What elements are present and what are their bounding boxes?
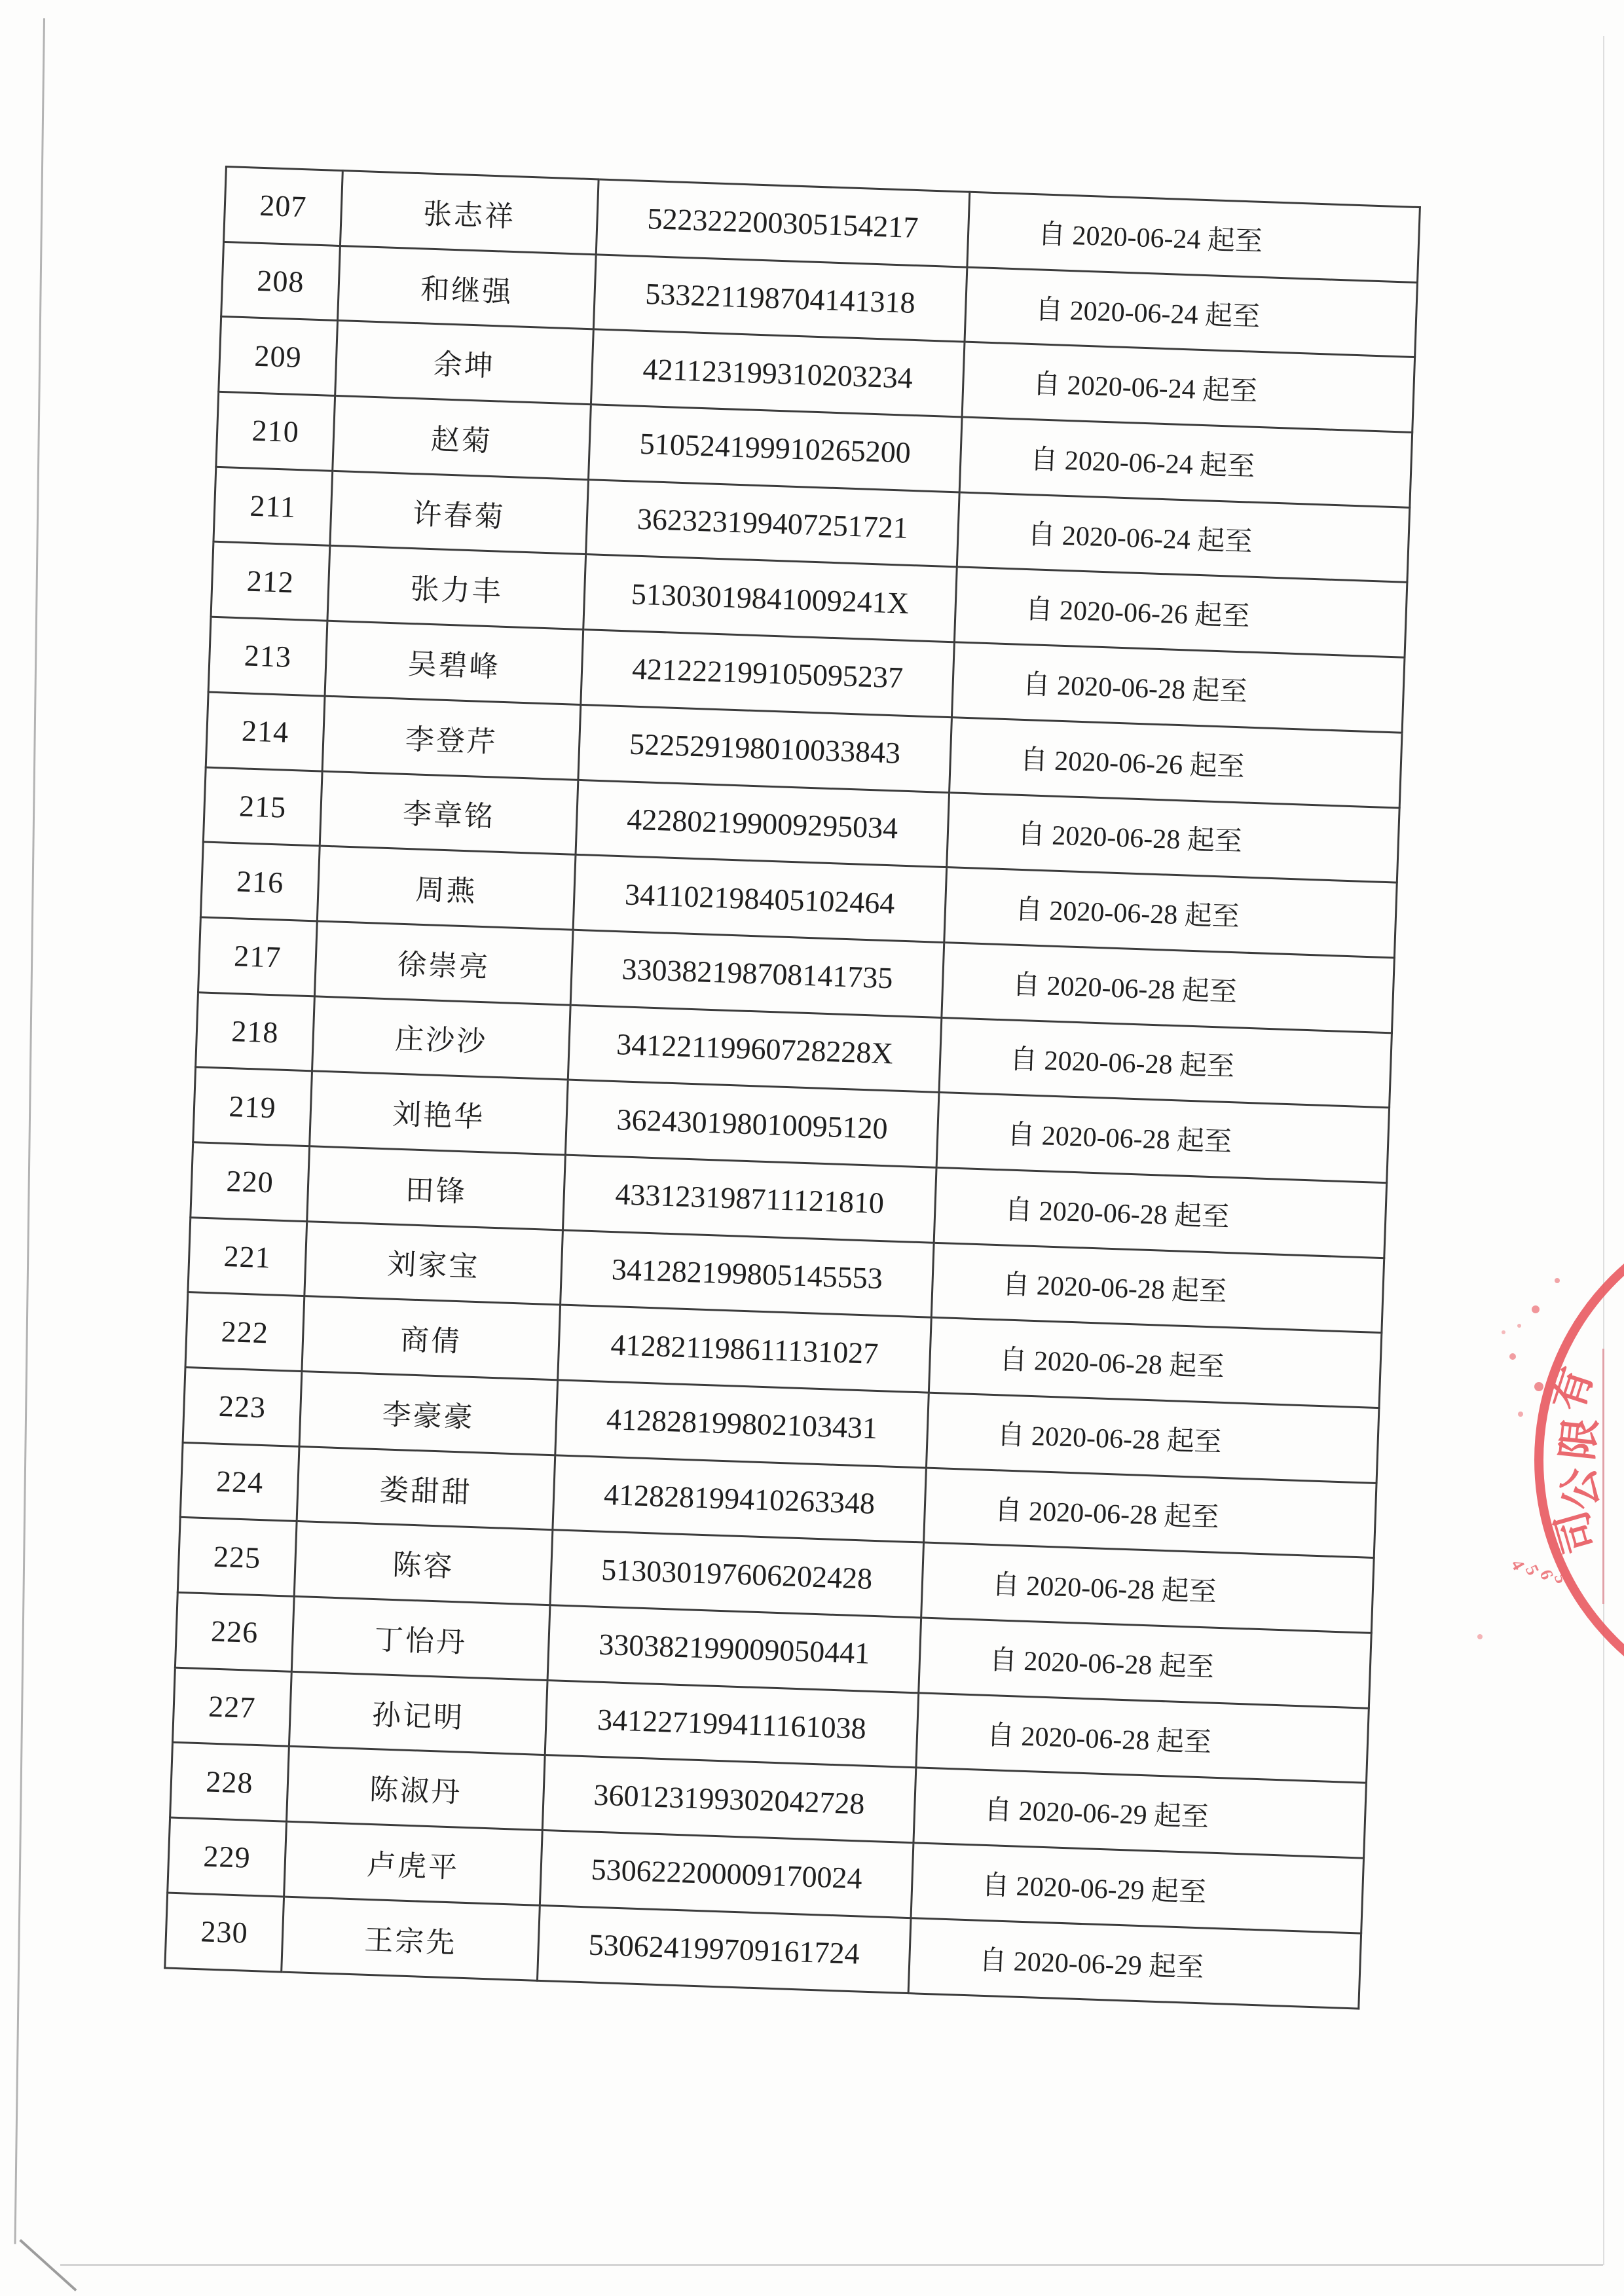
roster-table bbox=[164, 166, 1421, 2009]
row-index-cell: 214 bbox=[206, 692, 325, 771]
row-name-cell: 李章铭 bbox=[320, 771, 578, 855]
row-id-cell: 34122119960728228X bbox=[568, 1005, 942, 1093]
row-index-cell: 224 bbox=[180, 1442, 299, 1522]
row-name-cell: 张力丰 bbox=[327, 546, 586, 630]
row-index-cell: 222 bbox=[185, 1292, 304, 1372]
row-id-cell: 341227199411161038 bbox=[545, 1680, 919, 1768]
row-id-cell: 330382198708141735 bbox=[570, 930, 944, 1017]
row-id-cell: 360123199302042728 bbox=[542, 1755, 916, 1843]
company-seal-stamp bbox=[1441, 1218, 1624, 1676]
row-index-cell: 229 bbox=[168, 1817, 287, 1897]
row-period-cell: 自 2020-06-24 起至 bbox=[957, 492, 1410, 583]
row-index-cell: 218 bbox=[196, 992, 315, 1071]
row-id-cell: 522322200305154217 bbox=[596, 179, 970, 267]
row-id-cell: 513030197606202428 bbox=[550, 1530, 924, 1618]
row-period-cell: 自 2020-06-28 起至 bbox=[916, 1693, 1369, 1783]
row-id-cell: 341282199805145553 bbox=[561, 1230, 934, 1318]
row-name-cell: 吴碧峰 bbox=[325, 621, 583, 704]
row-index-cell: 227 bbox=[172, 1667, 291, 1747]
row-name-cell: 丁怡丹 bbox=[291, 1596, 550, 1680]
row-period-cell: 自 2020-06-28 起至 bbox=[944, 867, 1397, 958]
row-name-cell: 和继强 bbox=[338, 246, 597, 329]
scan-bottom-edge-line bbox=[60, 2264, 1603, 2266]
row-name-cell: 刘家宝 bbox=[304, 1221, 563, 1305]
row-name-cell: 张志祥 bbox=[340, 171, 599, 255]
seal-serial-digit: 5 bbox=[1521, 1561, 1543, 1578]
row-id-cell: 522529198010033843 bbox=[578, 704, 952, 792]
row-period-cell: 自 2020-06-24 起至 bbox=[962, 342, 1415, 432]
row-index-cell: 209 bbox=[219, 317, 338, 396]
row-period-cell: 自 2020-06-28 起至 bbox=[942, 942, 1395, 1032]
seal-char: 有 bbox=[1544, 1362, 1602, 1417]
seal-char: 限 bbox=[1554, 1415, 1605, 1463]
seal-char: 司 bbox=[1548, 1505, 1604, 1559]
row-period-cell: 自 2020-06-24 起至 bbox=[959, 417, 1412, 507]
row-period-cell: 自 2020-06-28 起至 bbox=[926, 1393, 1379, 1483]
row-name-cell: 田锋 bbox=[307, 1146, 566, 1230]
row-name-cell: 许春菊 bbox=[330, 471, 589, 555]
row-id-cell: 51303019841009241X bbox=[583, 555, 957, 642]
row-name-cell: 娄甜甜 bbox=[297, 1446, 555, 1530]
row-id-cell: 412821198611131027 bbox=[558, 1305, 932, 1393]
row-period-cell: 自 2020-06-29 起至 bbox=[908, 1918, 1361, 2008]
row-id-cell: 362323199407251721 bbox=[586, 479, 960, 567]
row-id-cell: 533221198704141318 bbox=[593, 255, 967, 342]
row-id-cell: 421222199105095237 bbox=[581, 630, 955, 718]
seal-ink-speckles bbox=[1477, 1278, 1560, 1639]
row-index-cell: 211 bbox=[213, 467, 333, 546]
row-id-cell: 330382199009050441 bbox=[547, 1605, 921, 1693]
row-period-cell: 自 2020-06-28 起至 bbox=[939, 1017, 1392, 1108]
row-period-cell: 自 2020-06-28 起至 bbox=[947, 792, 1400, 883]
row-index-cell: 216 bbox=[200, 842, 320, 921]
row-name-cell: 陈淑丹 bbox=[286, 1747, 545, 1831]
row-period-cell: 自 2020-06-29 起至 bbox=[913, 1768, 1367, 1858]
row-index-cell: 207 bbox=[224, 167, 343, 246]
row-id-cell: 510524199910265200 bbox=[589, 405, 963, 492]
row-index-cell: 223 bbox=[183, 1367, 302, 1446]
row-name-cell: 庄沙沙 bbox=[312, 996, 571, 1080]
row-period-cell: 自 2020-06-28 起至 bbox=[931, 1243, 1384, 1333]
row-id-cell: 530624199709161724 bbox=[537, 1905, 911, 1993]
row-name-cell: 赵菊 bbox=[333, 395, 591, 479]
row-name-cell: 李登芹 bbox=[322, 696, 581, 780]
row-index-cell: 228 bbox=[170, 1743, 289, 1822]
row-name-cell: 商倩 bbox=[302, 1296, 561, 1380]
row-index-cell: 226 bbox=[175, 1592, 294, 1671]
row-period-cell: 自 2020-06-29 起至 bbox=[911, 1843, 1364, 1933]
row-index-cell: 217 bbox=[198, 917, 318, 996]
row-id-cell: 422802199009295034 bbox=[576, 780, 950, 867]
row-index-cell: 213 bbox=[208, 617, 327, 696]
seal-serial-digit: 5 bbox=[1550, 1571, 1572, 1586]
row-period-cell: 自 2020-06-28 起至 bbox=[921, 1542, 1375, 1633]
row-index-cell: 210 bbox=[216, 392, 335, 471]
row-name-cell: 徐崇亮 bbox=[314, 921, 573, 1005]
row-id-cell: 433123198711121810 bbox=[563, 1155, 936, 1243]
row-period-cell: 自 2020-06-24 起至 bbox=[965, 267, 1418, 357]
row-period-cell: 自 2020-06-28 起至 bbox=[919, 1618, 1372, 1708]
row-index-cell: 220 bbox=[191, 1142, 310, 1222]
row-period-cell: 自 2020-06-26 起至 bbox=[954, 567, 1407, 657]
row-name-cell: 王宗先 bbox=[282, 1897, 540, 1980]
row-period-cell: 自 2020-06-28 起至 bbox=[929, 1318, 1382, 1408]
row-index-cell: 219 bbox=[193, 1067, 312, 1146]
row-id-cell: 341102198405102464 bbox=[573, 855, 947, 943]
row-period-cell: 自 2020-06-26 起至 bbox=[950, 718, 1403, 808]
row-id-cell: 421123199310203234 bbox=[591, 329, 965, 417]
row-id-cell: 412828199802103431 bbox=[555, 1380, 929, 1468]
seal-serial-digit: 6 bbox=[1536, 1567, 1558, 1582]
row-name-cell: 刘艳华 bbox=[310, 1071, 568, 1155]
row-name-cell: 孙记明 bbox=[289, 1671, 547, 1755]
scan-right-edge-line bbox=[1603, 36, 1604, 2265]
row-id-cell: 412828199410263348 bbox=[553, 1455, 927, 1542]
row-id-cell: 362430198010095120 bbox=[565, 1080, 939, 1167]
row-period-cell: 自 2020-06-28 起至 bbox=[924, 1468, 1377, 1558]
row-period-cell: 自 2020-06-28 起至 bbox=[936, 1093, 1390, 1183]
seal-serial-digit: 4 bbox=[1507, 1556, 1529, 1574]
row-name-cell: 李豪豪 bbox=[299, 1372, 558, 1455]
row-name-cell: 卢虎平 bbox=[284, 1821, 543, 1905]
row-index-cell: 215 bbox=[203, 767, 322, 847]
row-index-cell: 225 bbox=[177, 1518, 297, 1597]
row-index-cell: 208 bbox=[221, 242, 341, 321]
row-name-cell: 陈容 bbox=[294, 1522, 553, 1605]
seal-char: 公 bbox=[1555, 1465, 1607, 1513]
row-id-cell: 530622200009170024 bbox=[540, 1831, 913, 1918]
row-name-cell: 周燕 bbox=[317, 846, 576, 930]
row-name-cell: 余坤 bbox=[335, 321, 594, 405]
row-period-cell: 自 2020-06-28 起至 bbox=[951, 642, 1405, 733]
row-index-cell: 230 bbox=[165, 1893, 284, 1972]
roster-body bbox=[165, 167, 1420, 2009]
row-index-cell: 221 bbox=[188, 1217, 307, 1296]
row-period-cell: 自 2020-06-28 起至 bbox=[934, 1167, 1387, 1258]
row-index-cell: 212 bbox=[211, 542, 330, 621]
scan-left-edge-line bbox=[14, 18, 45, 2244]
row-period-cell: 自 2020-06-24 起至 bbox=[967, 192, 1420, 282]
